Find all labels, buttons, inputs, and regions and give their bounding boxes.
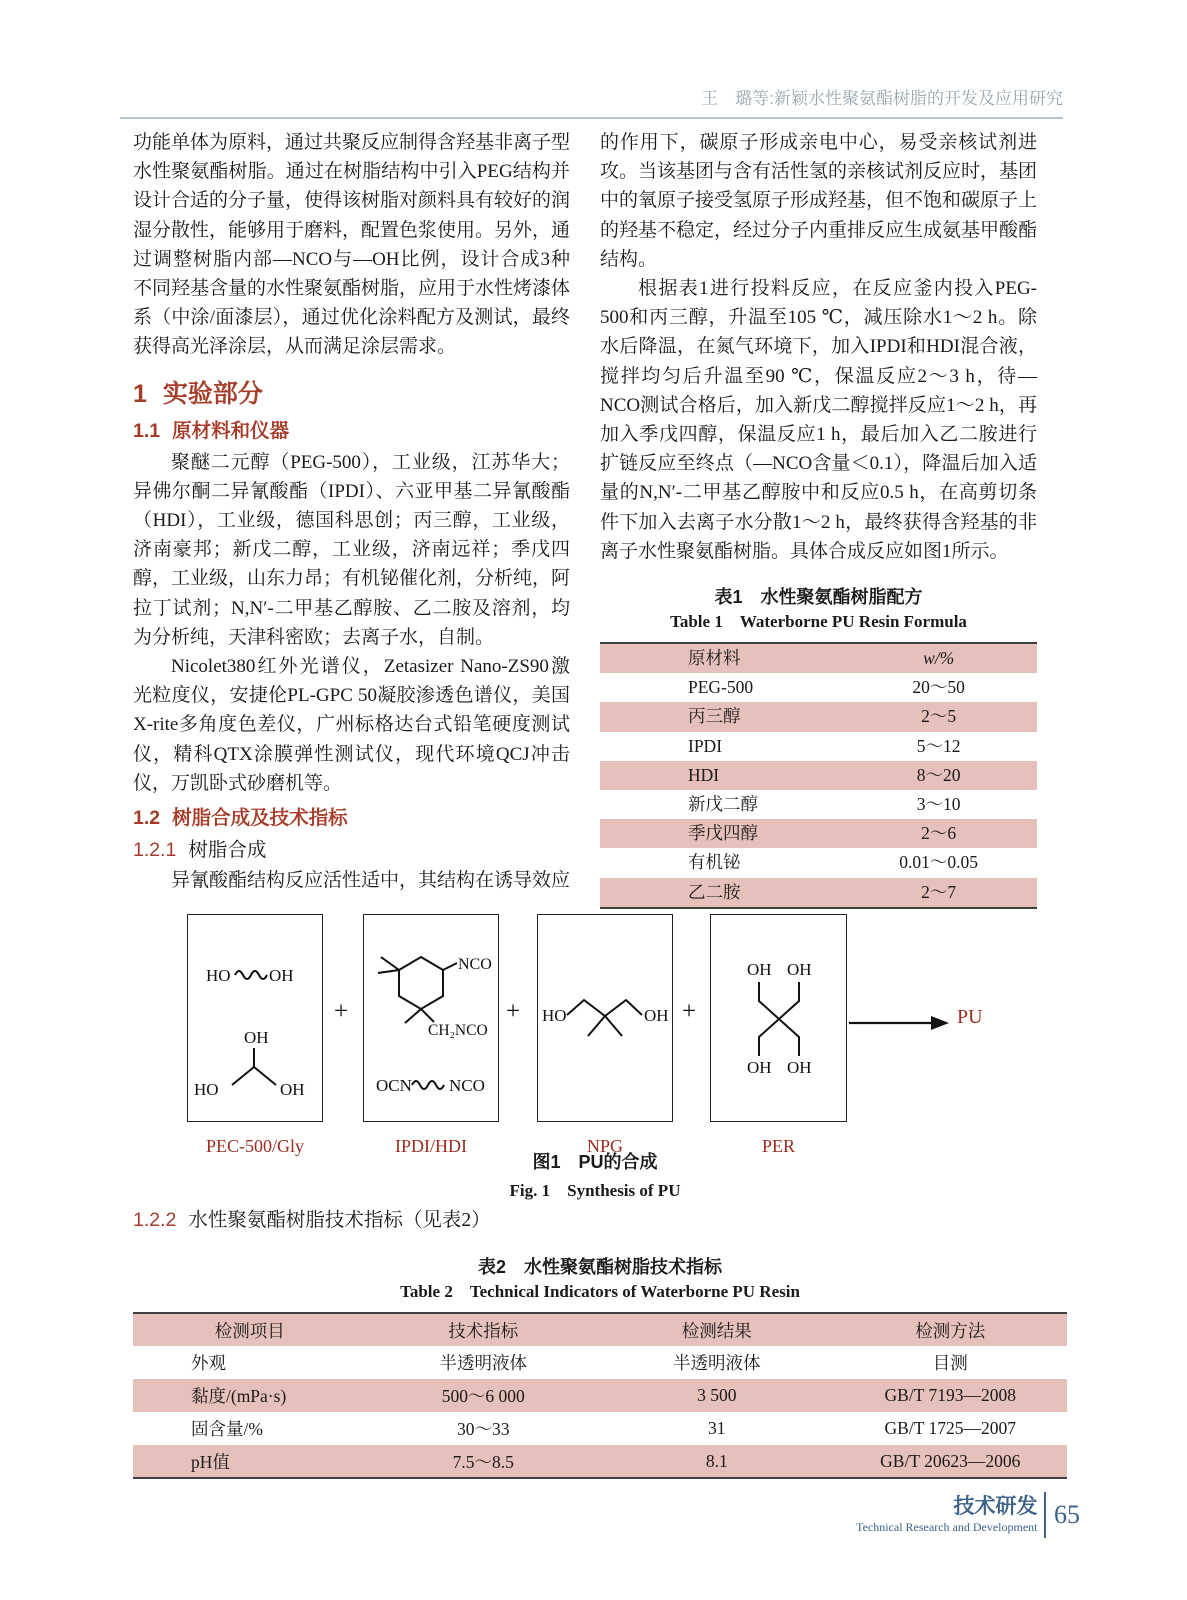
- section-heading-1-1: [133, 416, 570, 446]
- methyl-bonds: [588, 1016, 622, 1036]
- atom-label: HO: [206, 966, 231, 985]
- left-column: [133, 128, 570, 895]
- table-column-header: 技术指标: [448, 1320, 519, 1341]
- arrow-head: [931, 1016, 949, 1030]
- section-title: 树脂合成: [188, 840, 267, 862]
- running-title: 王 璐等:新颖水性聚氨酯树脂的开发及应用研究: [701, 89, 1063, 108]
- section-heading-1-2-2: [133, 1204, 1057, 1232]
- table-column-header: 检测项目: [214, 1320, 285, 1341]
- paragraph: 异氰酸酯结构反应活性适中，其结构在诱导效应: [171, 870, 571, 892]
- box-label-ipdi-hdi: IPDI/HDI: [395, 1136, 467, 1156]
- table-column-header: w/%: [923, 648, 955, 669]
- methyl-ch2-bonds: [405, 1009, 434, 1023]
- table-cell: 2～6: [921, 823, 957, 844]
- table2-caption-zh: 表2 水性聚氨酯树脂技术指标: [477, 1257, 722, 1277]
- arrow-svg: [849, 1012, 951, 1034]
- table-body: [600, 673, 1037, 908]
- atom-label: OH: [787, 1058, 812, 1077]
- plus-sign: +: [682, 998, 697, 1025]
- table-body: [133, 1346, 1067, 1478]
- section-title: 实验部分: [162, 379, 263, 408]
- table-cell: PEG-500: [688, 677, 754, 698]
- table-cell: 目测: [932, 1353, 968, 1373]
- atom-label: OH: [747, 1058, 772, 1077]
- table-cell: 3 500: [697, 1385, 737, 1405]
- atom-label: CH₂NCO: [428, 1022, 488, 1039]
- plus-sign: +: [506, 998, 521, 1025]
- table2-caption-en: Table 2 Technical Indicators of Waterborne PU Resin: [400, 1282, 800, 1301]
- footer-section-en: Technical Research and Development: [856, 1520, 1038, 1534]
- table-row: [600, 673, 1037, 702]
- table1-caption-en: Table 1 Waterborne PU Resin Formula: [670, 612, 967, 632]
- cyclohexane-ring: [399, 957, 443, 1009]
- table-row: [600, 819, 1037, 848]
- chem-box-pec500-gly: [187, 914, 323, 1122]
- page-number: 65: [1054, 1500, 1080, 1529]
- gem-dimethyl-bonds: [378, 957, 399, 973]
- atom-label: NCO: [458, 956, 492, 973]
- table-row: [600, 790, 1037, 819]
- wavy-bond: [412, 1081, 444, 1089]
- page-footer: [700, 1492, 1080, 1538]
- paragraph: 聚醚二元醇（PEG-500），工业级，江苏华大；异佛尔酮二异氰酸酯（IPDI）、六亚甲基二异氰酸酯（HDI），工业级，德国科思创；丙三醇，工业级，济南豪邦；新戊二醇，工业级，济南远祥；季戊四醇，工业级，山东力昂；有机铋催化剂，分析纯，阿拉丁试剂；N,N′-二甲基乙醇胺、乙二胺及溶剂，均为分析纯，天津科密欧；去离子水，自制。: [133, 451, 571, 648]
- table1-caption-zh: 表1 水性聚氨酯树脂配方: [714, 587, 923, 608]
- table-cell: 有机铋: [688, 852, 741, 873]
- footer-divider: [1044, 1492, 1047, 1538]
- ipdi-hdi-structure: [364, 915, 497, 1120]
- table-cell: 季戊四醇: [688, 823, 758, 844]
- footer-labels: [856, 1495, 1037, 1535]
- section-number: 1.1: [133, 419, 161, 442]
- table-header: [133, 1313, 1067, 1346]
- chem-box-ipdi-hdi: [363, 914, 499, 1122]
- table-cell: 外观: [191, 1353, 226, 1373]
- table-cell: 固含量/%: [191, 1419, 263, 1439]
- table-cell: 半透明液体: [439, 1353, 527, 1373]
- table-header-row: [133, 1313, 1067, 1346]
- table-cell: 0.01～0.05: [899, 852, 979, 873]
- section-title: 原材料和仪器: [172, 419, 290, 442]
- section-title: 水性聚氨酯树脂技术指标（见表2）: [188, 1210, 491, 1231]
- reaction-arrow: [849, 1012, 951, 1039]
- table-cell: 半透明液体: [673, 1353, 761, 1373]
- table-cell: 31: [708, 1418, 726, 1438]
- table-row: [133, 1346, 1067, 1379]
- table-header: [600, 643, 1037, 673]
- plus-sign: +: [334, 998, 349, 1025]
- table-column-header: 检测结果: [681, 1320, 752, 1341]
- table-cell: 20～50: [912, 677, 965, 698]
- box-label-per: PER: [761, 1136, 795, 1156]
- table-cell: 丙三醇: [688, 706, 741, 727]
- paragraph: 根据表1进行投料反应，在反应釜内投入PEG-500和丙三醇，升温至105 ℃，减压除水1～2 h。除水后降温，在氮气环境下，加入IPDI和HDI混合液，搅拌均匀后升温至90 ℃，保温反应2～3 h，待—NCO测试合格后，加入新戊二醇搅拌反应1～2 h，再加入季戊四醇，保温反应1 h，最后加入乙二胺进行扩链反应至终点（—NCO含量＜0.1），降温后加入适量的N,N′-二甲基乙醇胺中和反应0.5 h，在高剪切条件下加入去离子水分散1～2 h，最终获得含羟基的非离子水性聚氨酯树脂。具体合成反应如图1所示。: [600, 278, 1037, 562]
- glycerol-bonds: [232, 1048, 276, 1085]
- figure-1-synthesis: [133, 898, 1057, 1156]
- chain-bonds: [567, 1000, 642, 1016]
- atom-label: OH: [244, 1028, 269, 1047]
- table-2-indicators: [133, 1312, 1067, 1479]
- npg-structure: [538, 915, 671, 1120]
- chem-box-npg: [537, 914, 673, 1122]
- table-cell: 乙二胺: [688, 881, 741, 902]
- section-number: 1.2: [133, 807, 161, 830]
- table-column-header: 检测方法: [915, 1320, 986, 1341]
- table-cell: 2～5: [921, 706, 957, 727]
- product-label: PU: [957, 1006, 983, 1028]
- paragraph: Nicolet380红外光谱仪，Zetasizer Nano-ZS90激光粒度仪，安捷伦PL-GPC 50凝胶渗透色谱仪，美国X-rite多角度色差仪，广州标格达台式铅笔硬度测试仪，精科QTX涂膜弹性测试仪，现代环境QCJ冲击仪，万凯卧式砂磨机等。: [133, 656, 570, 794]
- table-row: [133, 1412, 1067, 1445]
- footer-section-zh: 技术研发: [953, 1495, 1038, 1518]
- table-cell: 8～20: [916, 764, 961, 785]
- table-cell: 7.5～8.5: [452, 1451, 514, 1472]
- table-cell: 8.1: [705, 1450, 728, 1471]
- per-structure: [711, 915, 845, 1120]
- section-title: 树脂合成及技术指标: [172, 807, 348, 830]
- table-cell: 30～33: [457, 1419, 510, 1439]
- table-cell: GB/T 1725—2007: [884, 1418, 1016, 1438]
- section-heading-1-2: [133, 803, 570, 833]
- table-cell: IPDI: [688, 735, 723, 756]
- section-heading-1-2-1: [133, 835, 570, 866]
- table-header-row: [600, 643, 1037, 673]
- atom-label: OH: [644, 1006, 669, 1025]
- table-row: [600, 702, 1037, 731]
- atom-label: HO: [542, 1006, 567, 1025]
- table-row: [600, 761, 1037, 790]
- section-heading-1: [133, 377, 570, 411]
- atom-label: OH: [280, 1080, 305, 1099]
- paragraph: 功能单体为原料，通过共聚反应制得含羟基非离子型水性聚氨酯树脂。通过在树脂结构中引入PEG结构并设计合适的分子量，使得该树脂对颜料具有较好的润湿分散性，能够用于磨料，配置色浆使用。另外，通过调整树脂内部—NCO与—OH比例，设计合成3种不同羟基含量的水性聚氨酯树脂，应用于水性烤漆体系（中涂/面漆层），通过优化涂料配方及测试，最终获得高光泽涂层，从而满足涂层需求。: [133, 132, 571, 358]
- table-2-block: [133, 1236, 1067, 1479]
- atom-label: OH: [787, 960, 812, 979]
- atom-label: OH: [747, 960, 772, 979]
- box-label-pec500-gly: PEC-500/Gly: [205, 1136, 304, 1156]
- table-cell: 5～12: [916, 735, 961, 756]
- wavy-bond: [235, 971, 267, 979]
- atom-label: OCN: [376, 1076, 412, 1095]
- table-cell: HDI: [688, 764, 720, 785]
- table-cell: 黏度/(mPa·s): [191, 1386, 287, 1406]
- table-row: [133, 1445, 1067, 1478]
- table-column-header: 原材料: [688, 648, 741, 669]
- atom-label: NCO: [449, 1076, 485, 1095]
- paragraph: 的作用下，碳原子形成亲电中心，易受亲核试剂进攻。当该基团与含有活性氢的亲核试剂反应时，基团中的氧原子接受氢原子形成羟基，但不饱和碳原子上的羟基不稳定，经过分子内重排反应生成氨基甲酸酯结构。: [600, 132, 1038, 270]
- table-cell: GB/T 20623—2006: [880, 1450, 1021, 1471]
- section-number: 1.2.2: [133, 1209, 177, 1231]
- table-row: [600, 732, 1037, 761]
- figure1-caption-zh: 图1 PU的合成: [532, 1152, 658, 1172]
- per-bonds: [759, 982, 799, 1056]
- table-cell: 500～6 000: [441, 1386, 525, 1406]
- table-cell: 2～7: [921, 881, 957, 902]
- table-cell: pH值: [191, 1451, 230, 1472]
- table-cell: 3～10: [916, 794, 961, 815]
- box-label-npg: NPG: [586, 1136, 623, 1156]
- figure1-caption-en: Fig. 1 Synthesis of PU: [509, 1181, 681, 1200]
- pec500-gly-structure: [188, 915, 321, 1120]
- atom-label: OH: [269, 966, 294, 985]
- table-1-formula: [600, 642, 1037, 909]
- right-column: [600, 128, 1037, 909]
- section-number: 1.2.1: [133, 839, 177, 862]
- chem-box-per: [710, 914, 847, 1122]
- section-number: 1: [133, 379, 147, 408]
- table-row: [133, 1379, 1067, 1412]
- nco-bond: [443, 963, 457, 970]
- table-cell: 新戊二醇: [688, 794, 758, 815]
- table-row: [600, 848, 1037, 877]
- running-head: [120, 84, 1063, 119]
- table-cell: GB/T 7193—2008: [884, 1385, 1016, 1405]
- atom-label: HO: [194, 1080, 219, 1099]
